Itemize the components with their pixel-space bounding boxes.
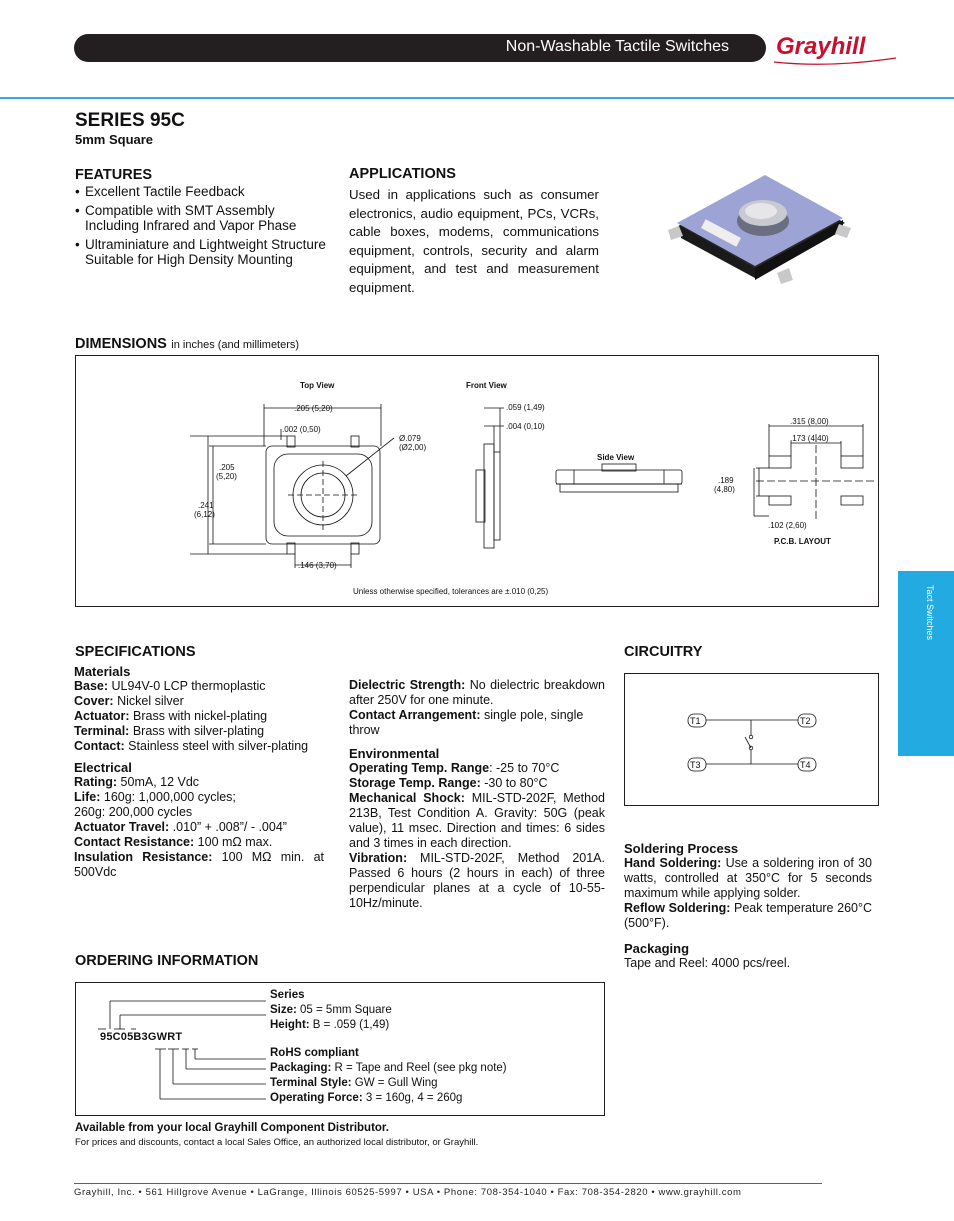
force-code: Operating Force: 3 = 160g, 4 = 260g — [270, 1092, 463, 1104]
dim-173: .173 (4,40) — [790, 434, 829, 443]
soldering-section — [624, 841, 872, 971]
terminal-t2: T2 — [800, 716, 811, 726]
spec-life: Life: 160g: 1,000,000 cycles; — [74, 790, 236, 804]
material-base: Base: UL94V-0 LCP thermoplastic — [74, 679, 266, 693]
pcb-layout-label: P.C.B. LAYOUT — [774, 537, 831, 546]
logo-text: Grayhill — [776, 33, 866, 60]
specs-col-left — [74, 664, 324, 880]
footer-address: Grayhill, Inc. • 561 Hillgrove Avenue • LaGrange, Illinois 60525-5997 • USA • Phone: 708-354-1040 • Fax: 708-354-2820 • www.grayhill.com — [74, 1187, 742, 1198]
dimensions-heading: DIMENSIONS — [75, 336, 167, 352]
environmental-heading: Environmental — [349, 746, 440, 761]
ordering-codes-top — [270, 988, 392, 1033]
electrical-heading: Electrical — [74, 760, 132, 775]
circuit-diagram — [625, 674, 878, 805]
availability-text: For prices and discounts, contact a local Sales Office, an authorized local distributor, or Grayhill. — [75, 1137, 479, 1148]
spec-vibration: Vibration: MIL-STD-202F, Method 201A. Passed 6 hours (2 hours in each) of three perpendicular planes at a cycle of 10-55-10Hz/minute. — [349, 851, 605, 910]
terminal-code: Terminal Style: GW = Gull Wing — [270, 1077, 438, 1089]
size-code: Size: 05 = 5mm Square — [270, 1004, 392, 1016]
tolerance-note: Unless otherwise specified, tolerances are ±.010 (0,25) — [353, 587, 549, 596]
height-code: Height: B = .059 (1,49) — [270, 1019, 390, 1031]
feature-item: • Excellent Tactile Feedback — [75, 184, 330, 200]
spec-mechanical-shock: Mechanical Shock: MIL-STD-202F, Method 213B, Test Condition A. Gravity: 50G (peak value), 11 msec. Direction and times: 6 sides and 3 times in each direction. — [349, 791, 605, 850]
hand-soldering: Hand Soldering: Use a soldering iron of 30 watts, controlled at 350°C for 5 seconds maximum while applying solder. — [624, 856, 872, 900]
spec-life-260: 260g: 200,000 cycles — [74, 805, 193, 819]
footer-rule — [74, 1183, 822, 1184]
dim-004: .004 (0,10) — [506, 422, 545, 431]
material-actuator: Actuator: Brass with nickel-plating — [74, 709, 268, 723]
spec-rating: Rating: 50mA, 12 Vdc — [74, 775, 200, 789]
spec-contact-resistance: Contact Resistance: 100 mΩ max. — [74, 835, 273, 849]
dim-102: .102 (2,60) — [768, 521, 807, 530]
soldering-heading: Soldering Process — [624, 841, 739, 856]
dimension-drawings — [76, 356, 878, 606]
front-view-label: Front View — [466, 381, 507, 390]
feature-item: • Compatible with SMT Assembly Including Infrared and Vapor Phase — [75, 203, 330, 234]
spec-arrangement: Contact Arrangement: single pole, single throw — [349, 708, 584, 737]
dim-241-mm: (6,12) — [194, 510, 215, 519]
grayhill-logo — [770, 28, 900, 68]
ordering-heading: ORDERING INFORMATION — [75, 953, 259, 969]
dimensions-box — [75, 355, 879, 607]
spec-dielectric: Dielectric Strength: No dielectric breakdown after 250V for one minute. — [349, 678, 605, 707]
material-cover: Cover: Nickel silver — [74, 694, 184, 708]
circuitry-heading: CIRCUITRY — [624, 644, 703, 660]
packaging-text: Tape and Reel: 4000 pcs/reel. — [624, 956, 791, 970]
header-title: Non-Washable Tactile Switches — [505, 38, 729, 55]
top-view-label: Top View — [300, 381, 335, 390]
material-terminal: Terminal: Brass with silver-plating — [74, 724, 265, 738]
series-subtitle: 5mm Square — [75, 132, 154, 147]
header-rule — [0, 97, 954, 99]
front-view-drawing — [476, 408, 504, 548]
dimensions-note: in inches (and millimeters) — [171, 339, 300, 351]
dim-205-horizontal: .205 (5,20) — [294, 404, 333, 413]
side-tab-label: Tact Switches — [925, 585, 935, 641]
material-contact: Contact: Stainless steel with silver-plating — [74, 739, 309, 753]
dim-146: .146 (3,70) — [298, 561, 337, 570]
dim-059: .059 (1,49) — [506, 403, 545, 412]
series-code-label: Series — [270, 989, 305, 1001]
availability-title: Available from your local Grayhill Component Distributor. — [75, 1122, 389, 1134]
features-list — [75, 184, 330, 271]
dim-189: .189 — [718, 476, 734, 485]
product-photo — [665, 168, 865, 288]
dimensions-heading-row — [75, 335, 299, 353]
applications-heading: APPLICATIONS — [349, 166, 456, 182]
specifications-heading: SPECIFICATIONS — [75, 644, 196, 660]
spec-actuator-travel: Actuator Travel: .010” + .008”/ - .004” — [74, 820, 287, 834]
dim-315: .315 (8,00) — [790, 417, 829, 426]
dim-241: .241 — [198, 501, 214, 510]
feature-item: • Ultraminiature and Lightweight Structure Suitable for High Density Mounting — [75, 237, 330, 268]
dim-205-vertical: .205 — [219, 463, 235, 472]
spec-operating-temp: Operating Temp. Range: -25 to 70°C — [349, 761, 560, 775]
dim-079: Ø.079 — [399, 434, 421, 443]
terminal-t3: T3 — [690, 760, 701, 770]
part-number: 95C05B3GWRT — [100, 1031, 183, 1043]
series-title: SERIES 95C — [75, 110, 185, 131]
packaging-heading: Packaging — [624, 941, 690, 956]
dim-189-mm: (4,80) — [714, 485, 735, 494]
dim-002: .002 (0,50) — [282, 425, 321, 434]
spec-storage-temp: Storage Temp. Range: -30 to 80°C — [349, 776, 548, 790]
circuitry-box — [624, 673, 879, 806]
rohs-label: RoHS compliant — [270, 1047, 359, 1059]
reflow-soldering: Reflow Soldering: Peak temperature 260°C (500°F). — [624, 901, 872, 930]
ordering-codes-bottom — [270, 1046, 507, 1106]
side-view-drawing — [556, 464, 682, 492]
materials-heading: Materials — [74, 664, 131, 679]
specs-col-right — [349, 678, 605, 911]
terminal-t4: T4 — [800, 760, 811, 770]
ordering-box — [75, 982, 605, 1116]
dim-205-vertical-mm: (5,20) — [216, 472, 237, 481]
terminal-t1: T1 — [690, 716, 701, 726]
features-heading: FEATURES — [75, 167, 153, 183]
spec-insulation: Insulation Resistance: 100 MΩ min. at 500Vdc — [74, 850, 324, 879]
packaging-code: Packaging: R = Tape and Reel (see pkg note) — [270, 1062, 507, 1074]
dim-079-mm: (Ø2,00) — [399, 443, 427, 452]
side-view-label: Side View — [597, 453, 635, 462]
applications-text: Used in applications such as consumer electronics, audio equipment, PCs, VCRs, cable boxes, modems, communications equipment, controls, security and alarm equipment, and test and measurement equipment. — [349, 187, 599, 295]
